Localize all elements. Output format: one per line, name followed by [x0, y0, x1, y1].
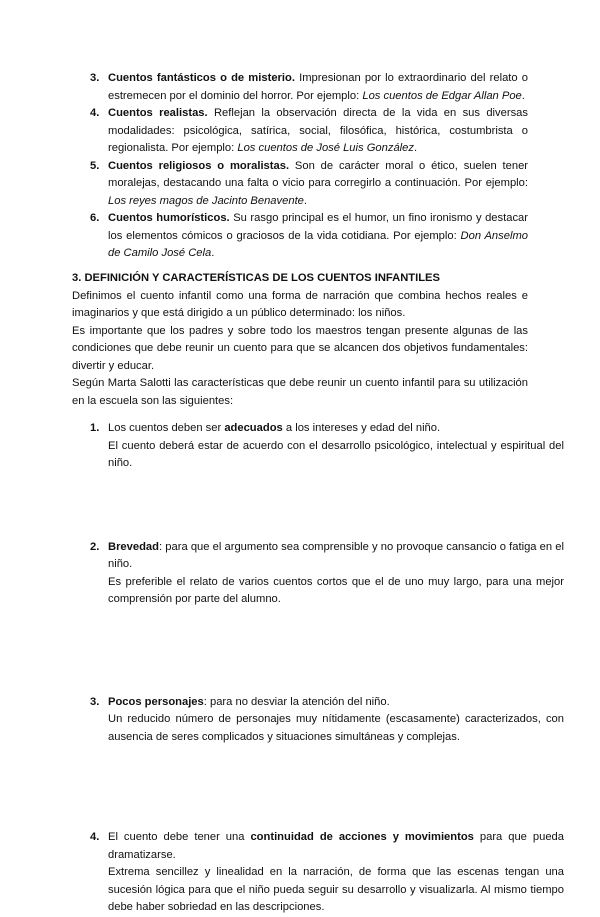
item-example: Los cuentos de Edgar Allan Poe [362, 89, 522, 102]
item-example: Los cuentos de José Luis González [237, 142, 414, 154]
item-end: . [521, 89, 525, 102]
item-number: 5. [90, 159, 100, 172]
characteristic-item [72, 420, 564, 473]
item-title: Cuentos realistas. [108, 107, 208, 119]
list-item [72, 158, 528, 211]
list-item [72, 70, 528, 105]
lead-bold: Pocos personajes [108, 695, 204, 708]
lead-bold: adecuados [224, 422, 283, 434]
item-text: Impresionan por lo extraordinario del relato o estremecen por el dominio del horror. Por ejemplo: [108, 72, 528, 102]
item-number: 3. [90, 695, 100, 708]
item-end: . [303, 194, 308, 207]
characteristic-detail: Es preferible el relato de varios cuentos cortos que el de uno muy largo, para una mejor comprensión por parte del alumno. [108, 575, 564, 605]
item-text: Reflejan la observación directa de la vida en sus diversas modalidades: psicológica, satírica, social, filosófica, histórica, costumbrista o regionalista. Por ejemplo: [108, 107, 528, 154]
characteristic-lead [108, 694, 564, 712]
characteristic-detail: Extrema sencillez y linealidad en la narración, de forma que las escenas tengan una sucesión lógica para que el niño pueda seguir su desarrollo y visualizarla. Al mismo tiempo debe haber sobriedad en las descripciones. [108, 866, 564, 913]
item-end: . [211, 247, 215, 259]
list-item [72, 105, 528, 158]
lead-text-end: para que pueda dramatizarse. [108, 831, 564, 861]
characteristic-detail: El cuento deberá estar de acuerdo con el desarrollo psicológico, intelectual y espiritual del niño. [108, 439, 564, 469]
item-number: 6. [90, 212, 100, 224]
lead-text-end: : para que el argumento sea comprensible y no provoque cansancio o fatiga en el niño. [108, 540, 564, 570]
section-heading: 3. DEFINICIÓN Y CARACTERÍSTICAS DE LOS CUENTOS INFANTILES [72, 272, 440, 284]
characteristic-item [72, 539, 564, 609]
characteristic-detail: Un reducido número de personajes muy nítidamente (escasamente) caracterizados, con ausencia de seres complicados y situaciones simultáneas y complejas. [108, 713, 564, 743]
item-example: Los reyes magos de Jacinto Benavente [108, 194, 304, 207]
story-types-list [72, 70, 528, 263]
item-number: 3. [90, 72, 100, 84]
lead-text: Los cuentos deben ser [108, 422, 225, 434]
characteristic-lead [108, 420, 564, 438]
item-title: Cuentos humorísticos. [108, 212, 230, 224]
paragraph: Según Marta Salotti las características que debe reunir un cuento infantil para su utilización en la escuela son las siguientes: [72, 377, 528, 407]
lead-text-end: a los intereses y edad del niño. [282, 422, 441, 434]
lead-bold: Brevedad [108, 540, 159, 553]
paragraph: Es importante que los padres y sobre todo los maestros tengan presente algunas de las condiciones que debe reunir un cuento para que se alcancen dos objetivos fundamentales: divertir y educar. [72, 324, 528, 372]
paragraph: Definimos el cuento infantil como una forma de narración que combina hechos reales e imaginarios y que está dirigido a un público determinado: los niños. [72, 289, 528, 319]
characteristic-lead [108, 539, 564, 574]
characteristic-lead [108, 829, 564, 864]
lead-bold: continuidad de acciones y movimientos [250, 831, 474, 843]
item-text: Su rasgo principal es el humor, un fino ironismo y destacar los elementos cómicos o graciosos de la vida cotidiana. Por ejemplo: [108, 212, 528, 242]
item-title: Cuentos religiosos o moralistas. [108, 159, 290, 172]
characteristic-item [72, 829, 564, 917]
list-item [72, 210, 528, 263]
lead-text-end: : para no desviar la atención del niño. [203, 695, 390, 708]
item-end: . [413, 142, 418, 154]
section-intro [72, 270, 528, 410]
item-number: 1. [90, 422, 100, 434]
item-title: Cuentos fantásticos o de misterio. [108, 72, 295, 84]
item-number: 4. [90, 831, 100, 843]
item-number: 2. [90, 540, 100, 553]
item-example: Don Anselmo de Camilo José Cela [108, 229, 528, 259]
characteristic-item [72, 694, 564, 747]
lead-text: El cuento debe tener una [108, 831, 251, 843]
item-text: Son de carácter moral o ético, suelen tener moralejas, destacando una falta o vicio para corregirlo a continuación. Por ejemplo: [108, 159, 529, 189]
item-number: 4. [90, 107, 100, 119]
